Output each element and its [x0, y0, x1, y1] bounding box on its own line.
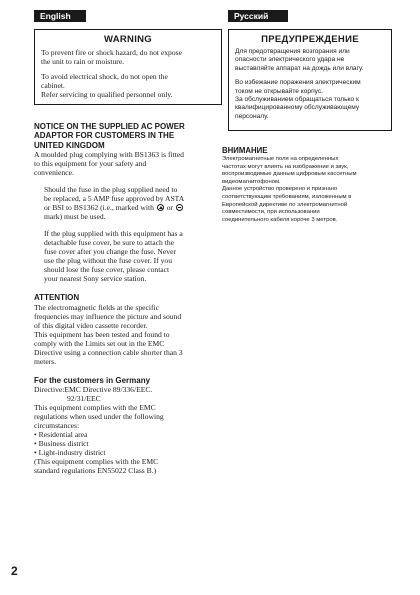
text-line: to this equipment for your safety and: [34, 159, 147, 169]
text-line: соединительного кабеля короче 3 метров.: [222, 216, 338, 223]
text-line: meters.: [34, 356, 57, 366]
text-line: 92/31/EEC: [67, 394, 101, 404]
text-line: соответствующим требованиям, изложенным в: [222, 193, 352, 200]
text-line: Для предотвращения возгорания или: [235, 48, 350, 55]
asta-mark-icon: [157, 204, 164, 211]
text-line: (This equipment complies with the EMC: [34, 457, 159, 467]
heading-line: NOTICE ON THE SUPPLIED AC POWER: [34, 122, 185, 131]
attention-heading: ATTENTION: [34, 293, 80, 303]
text-line: выставляйте аппарат на дождь или влагу.: [235, 64, 364, 72]
attention-text: [34, 303, 222, 366]
list-item: • Light-industry district: [34, 448, 222, 457]
text-line: Directive:EMC Directive 89/336/EEC.: [34, 385, 153, 395]
list-item: • Business district: [34, 439, 222, 448]
warning-title: WARNING: [103, 34, 152, 45]
text-line: воспроизводимые данным цифровым кассетным: [222, 171, 357, 178]
text-line: A moulded plug complying with BS1363 is fitted: [34, 150, 184, 160]
bsi-kitemark-icon: [176, 204, 183, 211]
text-line: Should the fuse in the plug supplied need to: [44, 185, 178, 195]
text-line: За обслуживанием обращаться только к: [235, 96, 359, 104]
heading-line: ADAPTOR FOR CUSTOMERS IN THE: [34, 131, 175, 141]
fuse-cover-paragraph: [34, 229, 222, 283]
text-line: mark) must be used.: [44, 212, 106, 222]
warning-paragraph-2: [41, 72, 215, 99]
text-line: detachable fuse cover, be sure to attach the: [44, 238, 174, 248]
text-line: Электромагнитные поля на определенных: [222, 156, 339, 162]
text-line: [44, 203, 222, 212]
notice-heading: [34, 122, 222, 150]
notice-intro: [34, 150, 222, 177]
text-line: опасности электрического удара не: [235, 56, 345, 64]
germany-heading: For the customers in Germany: [34, 375, 151, 385]
text-line: квалифицированному обслуживающему: [235, 104, 360, 112]
text-line: This equipment complies with the EMC: [34, 403, 156, 413]
vnimanie-text: [222, 156, 394, 224]
text-line: cabinet.: [41, 81, 65, 90]
text-line: видеомагнитофоном.: [222, 178, 281, 185]
english-column: [34, 122, 222, 475]
heading-line: UNITED KINGDOM: [34, 140, 105, 150]
text-line: standard regulations EN55022 Class B.): [34, 466, 157, 476]
fuse-replacement-paragraph: [34, 185, 222, 221]
text-line: convenience.: [34, 168, 74, 178]
language-tab-english: English: [34, 10, 86, 22]
text-line: fuse cover after you change the fuse. Never: [44, 247, 176, 257]
text-line: частотах могут влиять на изображение и звук,: [222, 163, 349, 170]
list-item: • Residential area: [34, 430, 222, 439]
germany-text: [34, 385, 222, 475]
russian-column: [222, 146, 394, 224]
warning-paragraph-ru-1: [235, 48, 385, 73]
text-line: comply with the Limits set out in the EMC: [34, 338, 165, 348]
text-line: Данное устройство проверено и признано: [222, 186, 338, 193]
text-line: To prevent fire or shock hazard, do not expose: [41, 48, 182, 57]
text-line: your nearest Sony service station.: [44, 274, 147, 284]
text-span: or: [166, 203, 174, 213]
text-line: током не открывайте корпус.: [235, 87, 324, 95]
text-line: Европейской директиве по электромагнитной: [222, 201, 348, 208]
text-line: circumstances:: [34, 421, 80, 431]
text-line: To avoid electrical shock, do not open the: [41, 72, 168, 81]
warning-title-ru: ПРЕДУПРЕЖДЕНИЕ: [261, 34, 359, 45]
text-line: the unit to rain or moisture.: [41, 57, 125, 66]
text-line: If the plug supplied with this equipment has a: [44, 229, 183, 239]
page-number: 2: [11, 564, 18, 578]
text-line: совместимости, при использовании: [222, 209, 320, 216]
text-line: of this digital video cassette recorder.: [34, 320, 148, 330]
warning-box-english: [34, 29, 222, 105]
text-line: Во избежание поражения электрическим: [235, 79, 361, 87]
text-line: regulations when used under the following: [34, 412, 164, 422]
text-line: be replaced, a 5 AMP fuse approved by ASTA: [44, 194, 185, 204]
warning-paragraph-ru-2: [235, 79, 385, 121]
text-line: use the plug without the fuse cover. If you: [44, 256, 173, 266]
text-line: This equipment has been tested and found to: [34, 329, 170, 339]
text-line: frequencies may influence the picture and sound: [34, 311, 182, 321]
text-line: The electromagnetic fields at the specific: [34, 302, 160, 312]
text-span: or BSI to BS1362 (i.e., marked with: [44, 203, 154, 213]
text-line: Directive using a connection cable shorter than 3: [34, 347, 183, 357]
language-tab-russian: Русский: [228, 10, 288, 22]
warning-paragraph-1: [41, 48, 215, 66]
text-line: should lose the fuse cover, please contact: [44, 265, 170, 275]
vnimanie-heading: ВНИМАНИЕ: [222, 146, 268, 155]
text-line: Refer servicing to qualified personnel only.: [41, 90, 173, 99]
text-line: персоналу.: [235, 112, 269, 120]
warning-box-russian: [228, 29, 392, 131]
